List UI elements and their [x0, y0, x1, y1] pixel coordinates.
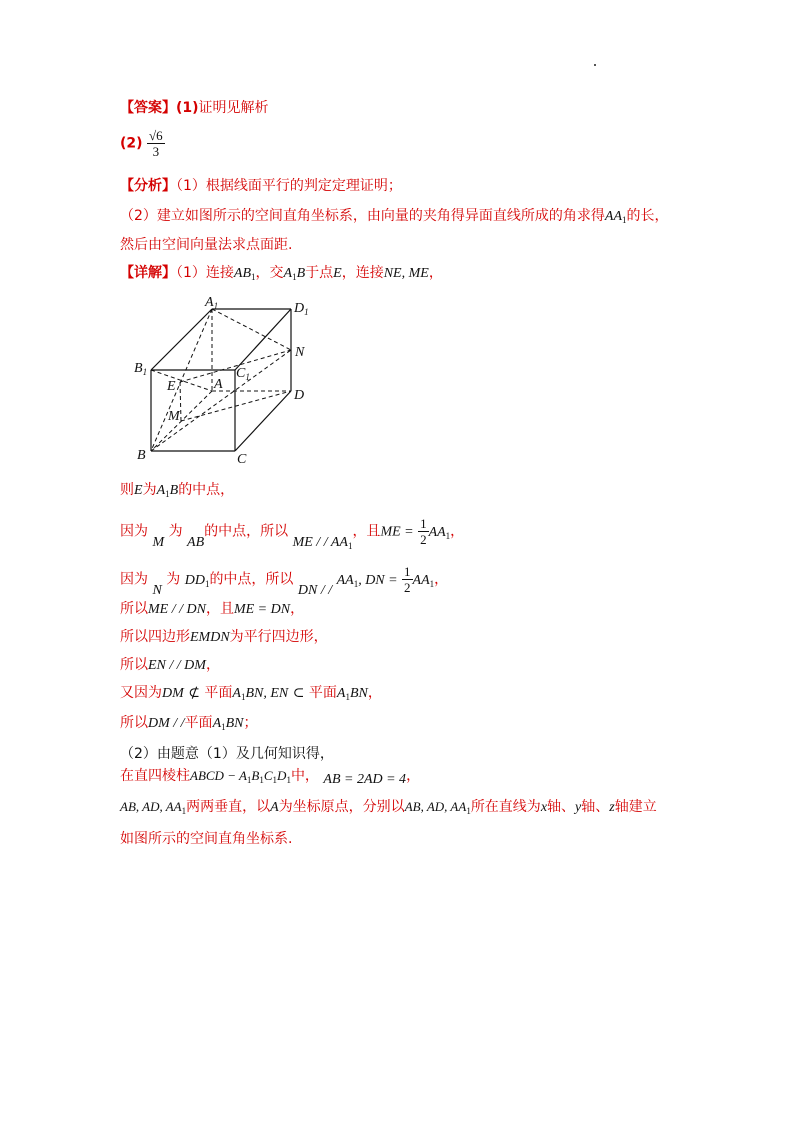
label-a1: $A_1$ [205, 295, 219, 311]
analysis-line-3: 然后由空间向量法求点面距. [120, 237, 293, 253]
part2-line-1: （2）由题意（1）及几何知识得， [120, 746, 334, 762]
analysis-text-1: （1）根据线面平行的判定定理证明； [176, 178, 402, 194]
label-d: D [294, 388, 305, 403]
frac-half-1: $\frac{1}{2}$ [420, 516, 427, 547]
fraction-numerator: √6 [149, 128, 163, 143]
label-d1: $D_1$ [294, 301, 309, 317]
detail-text-c: 于点 [305, 265, 334, 281]
proof-line-5: 所以四边形EMDN为平行四边形， [120, 629, 328, 645]
proof-line-3: 因为 N 为 $DD_1$的中点，所以 DN / / $AA_1$, DN = $\frac{1}{2}$ $AA_1$， [120, 564, 449, 598]
proof-line-7: 又因为DM ⊄ 平面$A_1BN$, EN ⊂ 平面$A_1BN$， [120, 685, 382, 702]
math-e: E [333, 266, 342, 281]
answer-fraction [147, 128, 165, 159]
label-b1: $B_1$ [134, 361, 148, 377]
detail-text-d: ，连接 [341, 265, 384, 281]
part2-line-3: AB, AD, $AA_1$两两垂直，以A为坐标原点，分别以AB, AD, $AA_1$所在直线为x轴、y轴、z轴建立 [120, 799, 657, 816]
answer-part1-num: (1) [176, 100, 199, 116]
proof-line-1: 则E为$A_1B$的中点， [120, 482, 235, 499]
label-a: A [214, 377, 223, 392]
analysis-tag: 【分析】 [120, 178, 176, 194]
detail-text-e: ， [428, 265, 443, 281]
detail-text-a: （1）连接 [176, 265, 234, 281]
label-e: E [167, 379, 176, 394]
fraction-denominator: 3 [152, 144, 160, 159]
part2-line-2: 在直四棱柱ABCD − $A_1B_1C_1D_1$中， AB = 2AD = 4， [120, 768, 421, 787]
analysis-line-2 [120, 207, 669, 229]
proof-line-4: 所以ME / / DN，且ME = DN， [120, 601, 305, 617]
answer-part1-text: 证明见解析 [198, 100, 269, 116]
prism-figure [128, 290, 328, 470]
analysis-line-1 [120, 177, 402, 195]
proof-line-8: 所以DM / /平面$A_1BN$； [120, 715, 258, 732]
analysis-text-2a: （2）建立如图所示的空间直角坐标系，由向量的夹角得异面直线所成的角求得 [120, 208, 605, 224]
math-aa1: $AA_1$ [604, 209, 627, 225]
detail-tag: 【详解】 [120, 265, 176, 281]
answer-line-2 [120, 128, 165, 159]
answer-line-1 [120, 99, 269, 117]
proof-line-2: 因为 M 为 AB的中点，所以 ME / / $AA_1$，且ME = $\frac{1}{2}$ $AA_1$， [120, 516, 465, 551]
part2-line-4: 如图所示的空间直角坐标系. [120, 831, 293, 847]
answer-tag: 【答案】 [120, 100, 176, 116]
label-b: B [137, 448, 146, 463]
math-ab1: $AB_1$ [233, 266, 256, 282]
label-c1: $C_1$ [236, 366, 250, 382]
frac-half-2: $\frac{1}{2}$ [404, 564, 411, 595]
math-a1b: $A_1B$ [283, 266, 306, 282]
analysis-text-2b: 的长， [626, 208, 669, 224]
label-c: C [237, 452, 247, 467]
label-n: N [295, 345, 305, 360]
proof-line-6: 所以EN / / DM， [120, 657, 220, 673]
math-ne-me: NE, ME [383, 266, 429, 281]
detail-line-1 [120, 264, 443, 286]
detail-text-b: ，交 [255, 265, 284, 281]
label-m: M [168, 409, 180, 424]
page-dot [594, 64, 596, 66]
answer-part2-num: (2) [120, 135, 143, 152]
